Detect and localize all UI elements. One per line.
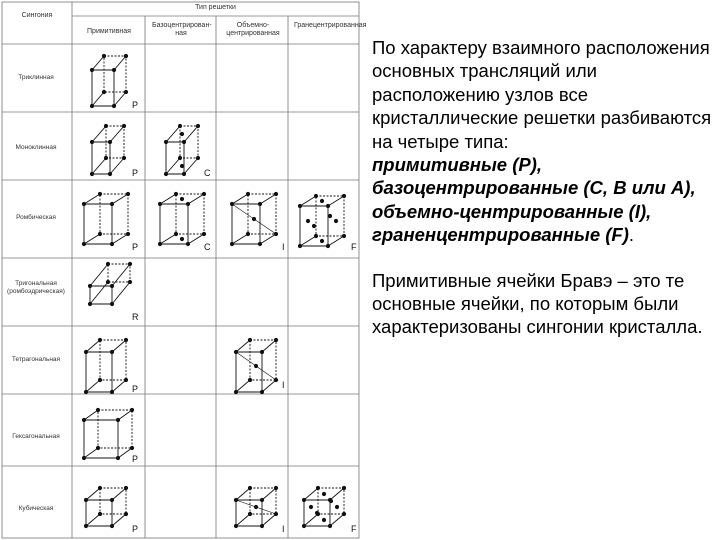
lattice-cell-tetragonal-i [234, 338, 278, 394]
row-label-monoclinic: Моноклинная [15, 144, 57, 151]
letter-tetragonal-i: I [282, 380, 285, 390]
letter-cubic-f: F [351, 524, 357, 534]
column-primitive: Примитивная [87, 28, 131, 35]
column-base-centered: Базоцентрирован-ная [152, 22, 212, 37]
description-text [372, 36, 714, 339]
lattice-cell-trigonal-r [88, 262, 132, 306]
row-label-tetragonal: Тетрагональная [11, 356, 61, 363]
row-label-trigonal: Тригональная (ромбоэдрическая) [7, 280, 65, 295]
letter-cubic-i: I [282, 524, 285, 534]
type-primitive: примитивные (Р), [372, 154, 543, 176]
lattice-cell-monoclinic-c [164, 124, 200, 176]
row-label-orthorhombic: Ромбическая [16, 214, 56, 221]
lattice-cell-hexagonal-p [82, 408, 134, 460]
lattice-cell-cubic-f [302, 486, 346, 528]
lattice-cell-cubic-i [234, 486, 278, 528]
letter-cubic-p: P [132, 524, 139, 534]
column-face-centered: Гранецентрированная [294, 22, 367, 29]
row-label-triclinic: Триклинная [18, 74, 54, 81]
letter-triclinic-p: P [132, 100, 139, 110]
lattice-cell-triclinic-p [90, 54, 128, 108]
row-label-hexagonal: Гексагональная [12, 433, 60, 440]
letter-orthorhombic-f: F [351, 242, 357, 252]
type-face-centered: граненцентрированные (F) [372, 224, 629, 246]
type-base-centered: базоцентрированные (С, В или А), [372, 177, 696, 199]
lattice-cell-orthorhombic-p [82, 192, 130, 246]
lattice-cell-monoclinic-p [90, 124, 126, 176]
lattice-cell-orthorhombic-f [298, 194, 346, 248]
letter-orthorhombic-c: C [204, 242, 211, 252]
letter-monoclinic-p: P [132, 168, 139, 178]
letter-hexagonal-p: P [132, 454, 139, 464]
lattice-cell-tetragonal-p [84, 338, 128, 394]
letter-orthorhombic-i: I [282, 242, 285, 252]
lattice-cell-cubic-p [84, 486, 128, 528]
header-system: Сингония [21, 12, 53, 19]
lattice-cell-orthorhombic-c [158, 192, 206, 246]
period: . [628, 224, 635, 246]
letter-trigonal-r: R [132, 312, 139, 322]
intro-text: По характеру взаимного расположения основных трансляций или расположению узлов все кристаллические решетки разбиваются на четыре типа: [372, 37, 712, 152]
lattice-cell-orthorhombic-i [230, 192, 278, 246]
letter-monoclinic-c: C [204, 168, 211, 178]
intro-paragraph [372, 36, 714, 247]
header-lattice-type: Тип решетки [195, 4, 236, 11]
letter-tetragonal-p: P [132, 384, 139, 394]
primitive-cells-paragraph: Примитивные ячейки Бравэ – это те основные ячейки, по которым были характеризованы сингонии кристалла. [372, 269, 703, 338]
row-label-cubic: Кубическая [18, 505, 54, 512]
column-body-centered: Объемно-центрированная [226, 22, 280, 37]
type-body-centered: объемно-центрированные (I), [372, 200, 652, 222]
letter-orthorhombic-p: P [132, 242, 139, 252]
